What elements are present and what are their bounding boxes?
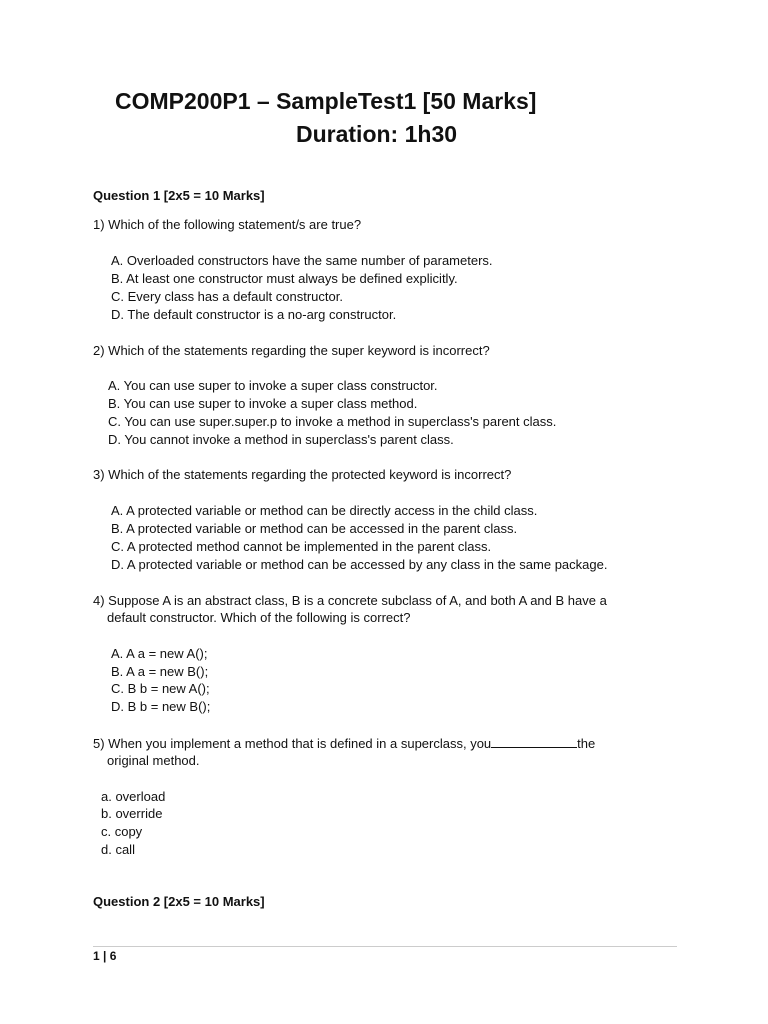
question-1-1-text: 1) Which of the following statement/s are true? [93,217,362,232]
question-1-5-text [93,734,595,752]
option: B. You can use super to invoke a super class method. [108,396,418,411]
question-1-4-text: 4) Suppose A is an abstract class, B is a concrete subclass of A, and both A and B have a [93,593,607,608]
option: A. A a = new A(); [111,646,208,661]
option: C. B b = new A(); [111,681,210,696]
option: D. You cannot invoke a method in superclass's parent class. [108,432,454,447]
option: d. call [101,842,135,857]
question-1-5-text-end: the [577,736,596,751]
question-1-4-text-cont: default constructor. Which of the following is correct? [107,610,411,625]
question-2-heading: Question 2 [2x5 = 10 Marks] [93,894,265,909]
option: C. You can use super.super.p to invoke a method in superclass's parent class. [108,414,557,429]
option: A. You can use super to invoke a super class constructor. [108,378,438,393]
option: A. Overloaded constructors have the same number of parameters. [111,253,493,268]
option: B. A a = new B(); [111,664,209,679]
option: A. A protected variable or method can be directly access in the child class. [111,503,538,518]
question-1-5-text-start: 5) When you implement a method that is defined in a superclass, you [93,736,492,751]
test-duration: Duration: 1h30 [296,121,458,147]
question-1-heading: Question 1 [2x5 = 10 Marks] [93,188,265,203]
option: b. override [101,806,163,821]
option: C. Every class has a default constructor. [111,289,343,304]
option: D. A protected variable or method can be accessed by any class in the same package. [111,557,608,572]
option: B. A protected variable or method can be accessed in the parent class. [111,521,518,536]
option: D. B b = new B(); [111,699,211,714]
test-title: COMP200P1 – SampleTest1 [50 Marks] [115,88,537,114]
option: D. The default constructor is a no-arg constructor. [111,307,397,322]
question-1-5-text-cont: original method. [107,753,200,768]
option: C. A protected method cannot be implemented in the parent class. [111,539,492,554]
option: a. overload [101,789,166,804]
question-1-3-text: 3) Which of the statements regarding the protected keyword is incorrect? [93,467,512,482]
option: B. At least one constructor must always be defined explicitly. [111,271,458,286]
footer-divider [93,946,677,947]
option: c. copy [101,824,143,839]
question-1-2-text: 2) Which of the statements regarding the super keyword is incorrect? [93,343,490,358]
page-number: 1 | 6 [93,949,117,963]
answer-blank [491,734,577,748]
